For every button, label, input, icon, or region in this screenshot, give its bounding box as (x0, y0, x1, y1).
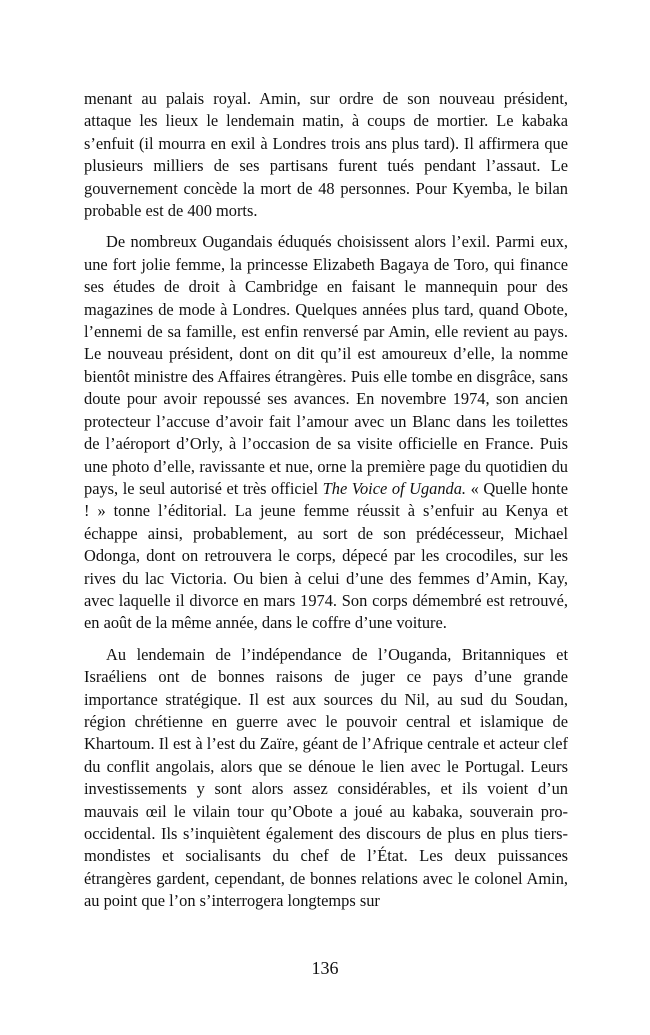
page-number: 136 (311, 958, 339, 978)
paragraph-2 (84, 231, 568, 634)
newspaper-title: The Voice of Uganda. (322, 478, 467, 498)
paragraph-2-text-start: De nombreux Ougandais éduqués choisissent alors l’exil. Parmi eux, une fort jolie femme, la princesse Elizabeth Bagaya de Toro, qui finance ses études de droit à Cambridge en faisant le mannequin pour des magazines de mode à Londres. Quelques années plus tard, quand Obote, l’ennemi de sa famille, est enfin renversé par Amin, elle revient au pays. Le nouveau président, dont on dit qu’il est amoureux d’elle, la nomme bientôt ministre des Affaires étrangères. Puis elle tombe en disgrâce, sans doute pour avoir repoussé ses avances. En novembre 1974, son ancien protecteur l’accuse d’avoir fait l’amour avec un Blanc dans les toilettes de l’aéroport d’Orly, à l’occasion de sa visite officielle en France. Puis une photo d’elle, ravissante et nue, orne la première page du quotidien du pays, le seul autorisé et très officiel (84, 232, 568, 498)
paragraph-2-text-end: « Quelle honte ! » tonne l’éditorial. La jeune femme réussit à s’enfuir au Kenya et échappe ainsi, probablement, au sort de son prédécesseur, Michael Odonga, dont on retrouvera le corps, dépecé par les crocodiles, sur les rives du lac Victoria. Ou bien à celui d’une des femmes d’Amin, Kay, avec laquelle il divorce en mars 1974. Son corps démembré est retrouvé, en août de la même année, dans le coffre d’une voiture. (84, 478, 568, 633)
page-body (84, 88, 568, 922)
paragraph-1: menant au palais royal. Amin, sur ordre de son nouveau président, attaque les lieux le lendemain matin, à coups de mortier. Le kabaka s’enfuit (il mourra en exil à Londres trois ans plus tard). Il affirmera que plusieurs milliers de ses partisans furent tués pendant l’assaut. Le gouvernement concède la mort de 48 personnes. Pour Kyemba, le bilan probable est de 400 morts. (84, 89, 568, 221)
paragraph-3: Au lendemain de l’indépendance de l’Ouganda, Britanniques et Israéliens ont de bonnes raisons de juger ce pays d’une grande importance stratégique. Il est aux sources du Nil, au sud du Soudan, région chrétienne en guerre avec le pouvoir central et islamique de Khartoum. Il est à l’est du Zaïre, géant de l’Afrique centrale et acteur clef du conflit angolais, alors que se dénoue le lien avec le Portugal. Leurs investissements y sont alors assez considérables, et ils voient d’un mauvais œil le vilain tour qu’Obote a joué au kabaka, souverain pro-occidental. Ils s’inquiètent également des discours de plus en plus tiers-mondistes et socialisants du chef de l’État. Les deux puissances étrangères gardent, cependant, de bonnes relations avec le colonel Amin, au point que l’on s’interrogera longtemps sur (84, 644, 568, 911)
